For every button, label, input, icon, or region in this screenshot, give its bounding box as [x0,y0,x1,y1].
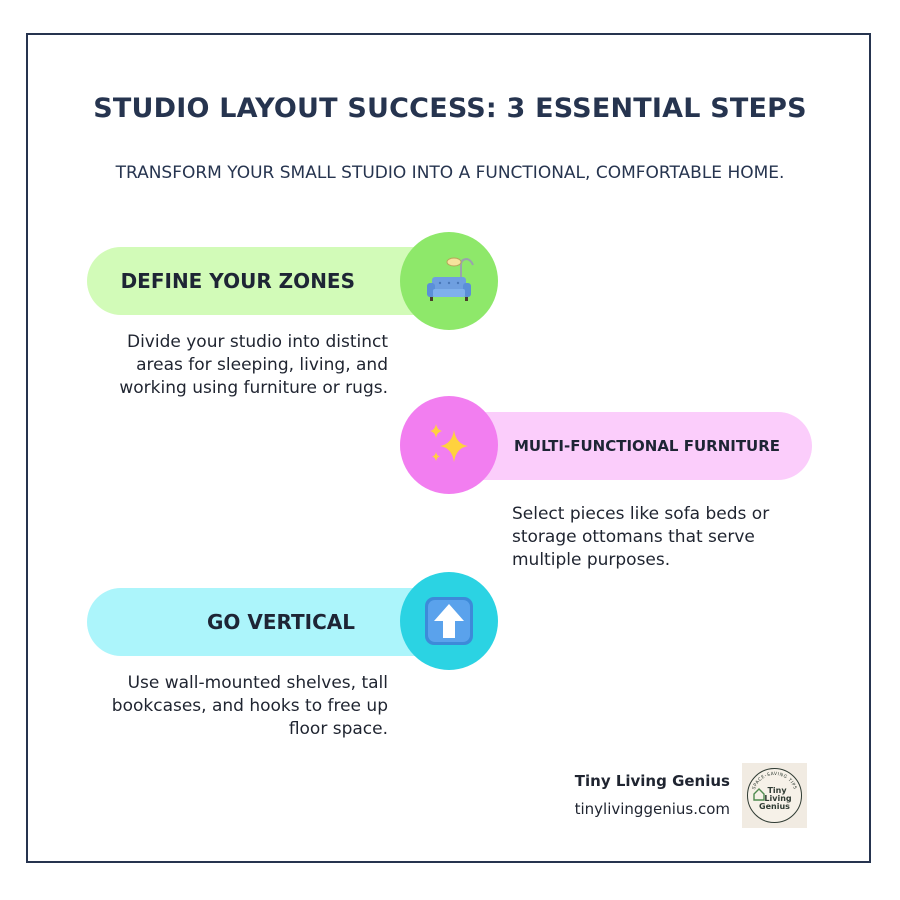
step-2-icon-circle [400,396,498,494]
logo-line-2: Living [764,794,792,803]
step-3-icon-circle [400,572,498,670]
step-2-description: Select pieces like sofa beds or storage ottomans that serve multiple purposes. [512,504,770,570]
brand-logo [742,763,807,828]
step-1-description: Divide your studio into distinct areas for sleeping, living, and working using furniture or rugs. [119,332,388,398]
sofa-icon [421,253,477,309]
logo-line-1: Tiny [767,786,787,795]
up-arrow-icon [423,595,475,647]
page-subtitle: TRANSFORM YOUR SMALL STUDIO INTO A FUNCTIONAL, COMFORTABLE HOME. [115,163,785,183]
step-1-icon-circle [400,232,498,330]
logo-line-3: Genius [759,802,790,811]
page-title: STUDIO LAYOUT SUCCESS: 3 ESSENTIAL STEPS [93,93,807,124]
brand-url[interactable]: tinylivinggenius.com [574,800,730,818]
logo-ring-text: SPACE-SAVING TIPS [751,771,798,791]
step-2-title: MULTI-FUNCTIONAL FURNITURE [514,437,781,455]
sparkles-icon [424,420,474,470]
step-3-title: GO VERTICAL [206,610,355,634]
step-3-description: Use wall-mounted shelves, tall bookcases, and hooks to free up floor space. [111,673,388,739]
step-1-title: DEFINE YOUR ZONES [120,269,355,293]
brand-name: Tiny Living Genius [574,772,730,790]
